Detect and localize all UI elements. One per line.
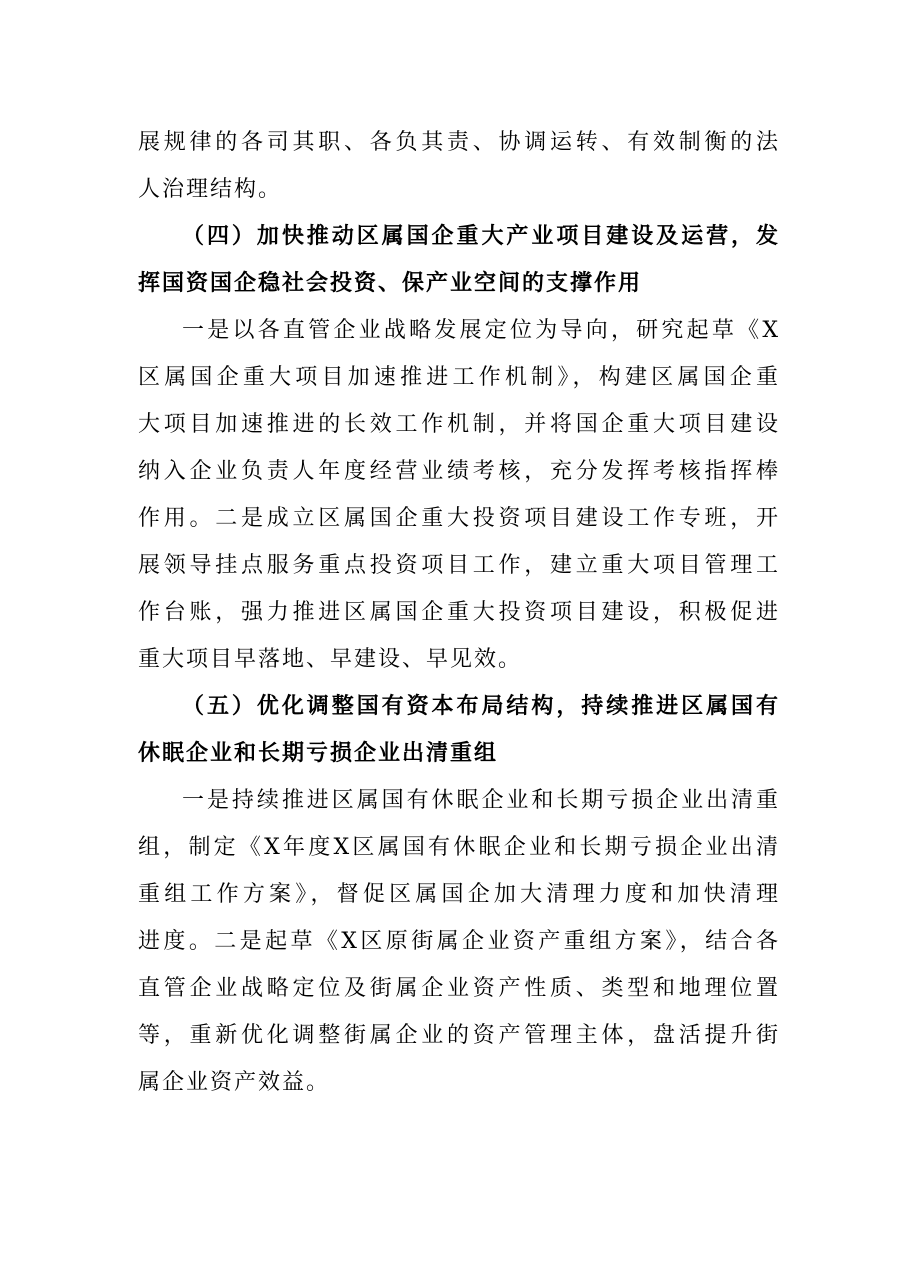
- paragraph-section-5-body: [138, 777, 778, 1106]
- heading-line: （五）优化调整国有资本布局结构，持续推进区属国有: [182, 694, 778, 719]
- text-line: 进度。二是起草《X区原街属企业资产重组方案》，结合各: [138, 929, 778, 954]
- text-line: 重组工作方案》，督促区属国企加大清理力度和加快清理: [138, 882, 778, 907]
- text-line: 纳入企业负责人年度经营业绩考核，充分发挥考核指挥棒: [138, 459, 778, 484]
- heading-line: （四）加快推动区属国企重大产业项目建设及运营，发: [182, 224, 778, 249]
- text-line: 直管企业战略定位及街属企业资产性质、类型和地理位置: [138, 976, 778, 1001]
- heading-line: 休眠企业和长期亏损企业出清重组: [138, 741, 499, 766]
- heading-line: 挥国资国企稳社会投资、保产业空间的支撑作用: [138, 271, 643, 296]
- text-line: 作台账，强力推进区属国企重大投资项目建设，积极促进: [138, 600, 778, 625]
- text-line: 大项目加速推进的长效工作机制，并将国企重大项目建设: [138, 412, 778, 437]
- text-line: 展领导挂点服务重点投资项目工作，建立重大项目管理工: [138, 553, 778, 578]
- text-line: 作用。二是成立区属国企重大投资项目建设工作专班，开: [138, 506, 778, 531]
- section-heading-4: [138, 213, 778, 307]
- text-line: 展规律的各司其职、各负其责、协调运转、有效制衡的法: [138, 130, 778, 155]
- text-line: 重大项目早落地、早建设、早见效。: [138, 647, 523, 672]
- paragraph-continuation: [138, 119, 778, 213]
- section-heading-5: [138, 683, 778, 777]
- text-line: 等，重新优化调整街属企业的资产管理主体，盘活提升街: [138, 1023, 778, 1048]
- text-line: 人治理结构。: [138, 177, 283, 202]
- document-body: [138, 119, 778, 1106]
- text-line: 一是以各直管企业战略发展定位为导向，研究起草《X: [182, 318, 778, 343]
- text-line: 属企业资产效益。: [138, 1070, 331, 1095]
- text-line: 区属国企重大项目加速推进工作机制》，构建区属国企重: [138, 365, 778, 390]
- paragraph-section-4-body: [138, 307, 778, 683]
- text-line: 一是持续推进区属国有休眠企业和长期亏损企业出清重: [182, 788, 778, 813]
- text-line: 组，制定《X年度X区属国有休眠企业和长期亏损企业出清: [138, 835, 778, 860]
